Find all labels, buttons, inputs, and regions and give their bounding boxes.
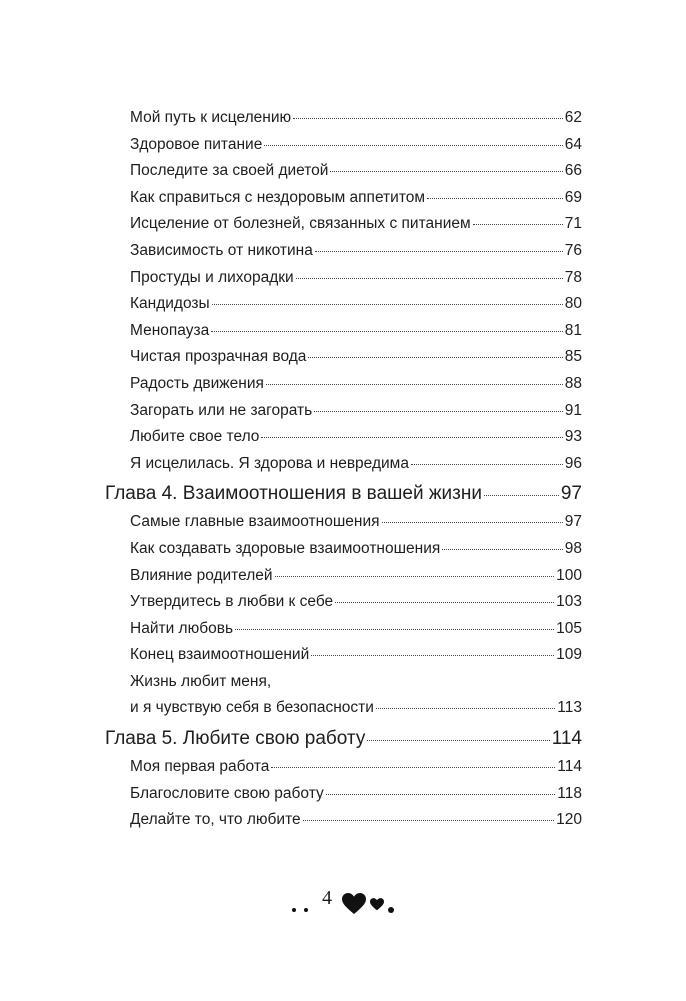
dot-leader (376, 707, 555, 709)
dot-leader (296, 277, 563, 279)
dot-leader (335, 601, 554, 603)
page-footer (0, 884, 686, 924)
dot-leader (314, 410, 563, 412)
chapter-title: Глава 4. Взаимоотношения в вашей жизни (105, 483, 482, 505)
entry-title: Как справиться с нездоровым аппетитом (130, 188, 426, 206)
entry-title: Найти любовь (130, 619, 234, 637)
small-heart-icon (370, 898, 384, 911)
entry-title: Конец взаимоотношений (130, 646, 310, 664)
toc-entry-row (130, 344, 582, 371)
dot-leader (427, 197, 563, 199)
entry-title: Зависимость от никотина (130, 241, 313, 259)
ornament-dot-icon (292, 908, 296, 912)
toc-entry-row (130, 642, 582, 669)
toc-entry-row (130, 265, 582, 292)
entry-title: Жизнь любит меня, (130, 672, 272, 690)
toc-entry-row (130, 563, 582, 590)
page-ref: 76 (564, 241, 582, 259)
page-ref: 98 (564, 539, 582, 557)
toc-entry-row (130, 105, 582, 132)
toc-entry-row (130, 185, 582, 212)
dot-leader (367, 739, 549, 741)
dot-leader (311, 654, 554, 656)
toc-entry-row (130, 695, 582, 722)
toc-entry-row (130, 238, 582, 265)
dot-leader (271, 766, 555, 768)
toc-entry-row (130, 158, 582, 185)
entry-title: Влияние родителей (130, 566, 273, 584)
page-ref: 80 (564, 295, 582, 313)
dot-leader (275, 575, 555, 577)
page-ref: 62 (564, 109, 582, 126)
dot-leader (293, 117, 563, 119)
toc-entry-row (130, 509, 582, 536)
page-ref: 66 (564, 162, 582, 180)
page-number: 4 (322, 886, 332, 909)
dot-leader (442, 548, 562, 550)
dot-leader (235, 628, 554, 630)
page-ref: 109 (556, 646, 582, 664)
entry-title: Мой путь к исцелению (130, 109, 292, 126)
dot-leader (382, 521, 563, 523)
toc-entry-row (130, 536, 582, 563)
entry-title: Здоровое питание (130, 135, 263, 153)
dot-leader (261, 436, 562, 438)
page-ref: 88 (564, 374, 582, 392)
dot-leader (330, 170, 562, 172)
heart-icon (342, 893, 366, 915)
toc-chapter-row (105, 724, 582, 754)
page-ref: 105 (556, 619, 582, 637)
dot-leader (484, 494, 559, 496)
dot-leader (264, 144, 562, 146)
dot-leader (411, 463, 563, 465)
entry-title: Радость движения (130, 374, 264, 392)
chapter-title: Глава 5. Любите свою работу (105, 728, 366, 750)
dot-leader (211, 330, 563, 332)
entry-title: Любите свое тело (130, 428, 260, 446)
toc-entry-row (130, 398, 582, 425)
entry-title: Простуды и лихорадки (130, 268, 294, 286)
dot-leader (315, 250, 563, 252)
ornament-dot-icon (304, 908, 308, 912)
page-ref: 103 (556, 593, 582, 611)
entry-title: Последите за своей диетой (130, 162, 329, 180)
toc-entry-row (130, 807, 582, 834)
page-ref: 78 (564, 268, 582, 286)
toc-entry-row (130, 754, 582, 781)
table-of-contents (0, 105, 686, 834)
dot-leader (212, 303, 563, 305)
entry-title: Утвердитесь в любви к себе (130, 593, 334, 611)
dot-leader (326, 793, 556, 795)
entry-title: и я чувствую себя в безопасности (130, 699, 374, 717)
ornament-dot-icon (388, 907, 394, 913)
page-ref: 113 (557, 699, 582, 717)
toc-entry-row (130, 781, 582, 808)
page-ref: 114 (551, 728, 582, 750)
page-ref: 100 (556, 566, 582, 584)
entry-title: Делайте то, что любите (130, 811, 301, 829)
page-ref: 91 (564, 401, 582, 419)
page-ref: 85 (564, 348, 582, 366)
toc-entry-row (130, 589, 582, 616)
page-ref: 93 (564, 428, 582, 446)
entry-title: Самые главные взаимоотношения (130, 513, 380, 531)
entry-title: Кандидозы (130, 295, 210, 313)
dot-leader (308, 356, 562, 358)
page-ref: 81 (564, 321, 582, 339)
entry-title: Исцеление от болезней, связанных с питанием (130, 215, 471, 233)
page-ref: 97 (560, 483, 582, 505)
toc-entry-row (130, 371, 582, 398)
page-ref: 118 (557, 784, 582, 802)
entry-title: Менопауза (130, 321, 210, 339)
page-ref: 71 (564, 215, 582, 233)
entry-title: Моя первая работа (130, 758, 270, 776)
page-ref: 69 (564, 188, 582, 206)
toc-entry-row (130, 318, 582, 345)
dot-leader (266, 383, 563, 385)
dot-leader (473, 223, 563, 225)
toc-entry-row (130, 211, 582, 238)
toc-entry-row (130, 291, 582, 318)
page-ref: 114 (557, 758, 582, 776)
page-ref: 64 (564, 135, 582, 153)
entry-title: Как создавать здоровые взаимоотношения (130, 539, 441, 557)
toc-entry-row (130, 424, 582, 451)
entry-title: Благословите свою работу (130, 784, 324, 802)
page-ref: 97 (564, 513, 582, 531)
entry-title: Чистая прозрачная вода (130, 348, 307, 366)
page-ref: 120 (556, 811, 582, 829)
dot-leader (303, 819, 555, 821)
page-ref: 96 (564, 454, 582, 472)
toc-entry-row (130, 451, 582, 478)
entry-title: Загорать или не загорать (130, 401, 313, 419)
entry-title: Я исцелилась. Я здорова и невредима (130, 454, 409, 472)
toc-entry-row (130, 616, 582, 643)
toc-chapter-row (105, 479, 582, 509)
toc-entry-row (130, 669, 582, 696)
toc-entry-row (130, 132, 582, 159)
